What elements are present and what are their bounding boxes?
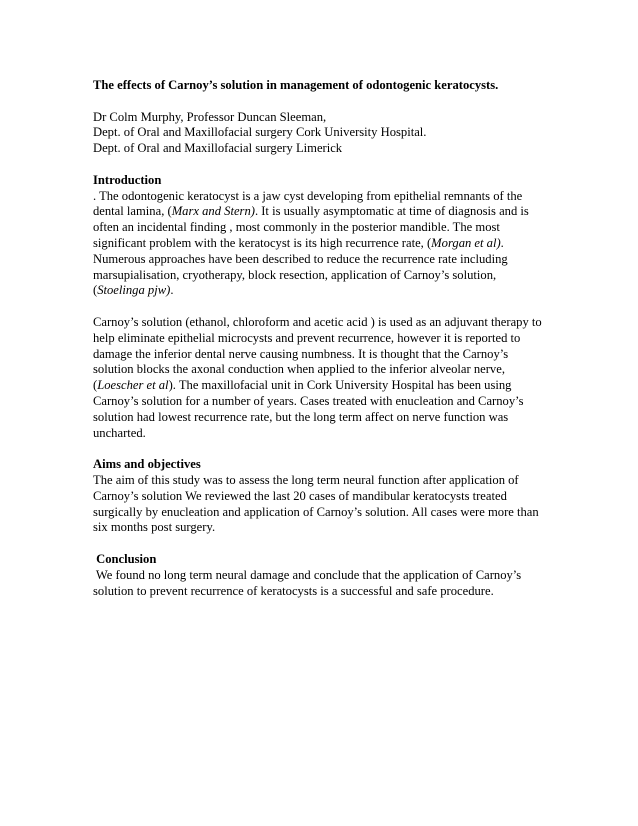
aims-line: Carnoy’s solution We reviewed the last 20 cases of mandibular keratocysts treated: [93, 488, 507, 503]
body-line: Carnoy’s solution (ethanol, chloroform and acetic acid ) is used as an adjuvant therapy to: [93, 314, 542, 329]
body-line: (Loescher et al). The maxillofacial unit in Cork University Hospital has been using: [93, 378, 512, 393]
spacer: [93, 536, 563, 552]
body-line: solution had lowest recurrence rate, but the long term affect on nerve function was: [93, 409, 509, 424]
spacer: [93, 441, 563, 457]
affiliation-limerick: Dept. of Oral and Maxillofacial surgery Limerick: [93, 141, 343, 156]
affiliation-cork: Dept. of Oral and Maxillofacial surgery Cork University Hospital.: [93, 125, 427, 140]
intro-line: dental lamina, (Marx and Stern). It is usually asymptomatic at time of diagnosis and is: [93, 204, 529, 219]
citation: Loescher et al: [97, 378, 169, 393]
conclusion-line: solution to prevent recurrence of keratocysts is a successful and safe procedure.: [93, 583, 494, 598]
intro-line: significant problem with the keratocyst is its high recurrence rate, (Morgan et al).: [93, 235, 504, 250]
conclusion-section: [93, 552, 563, 599]
intro-line: . The odontogenic keratocyst is a jaw cyst developing from epithelial remnants of the: [93, 188, 523, 203]
citation: Morgan et al): [431, 235, 501, 250]
body-line: help eliminate epithelial microcysts and prevent recurrence, however it is reported to: [93, 330, 521, 345]
body-line: solution blocks the axonal conduction when applied to the inferior alveolar nerve,: [93, 362, 505, 377]
aims-heading: Aims and objectives: [93, 457, 201, 472]
aims-line: surgically by enucleation and application of Carnoy’s solution. All cases were more than: [93, 504, 539, 519]
body-line: damage the inferior dental nerve causing numbness. It is thought that the Carnoy’s: [93, 346, 509, 361]
citation: Stoelinga pjw): [97, 283, 171, 298]
aims-section: [93, 457, 563, 536]
author-block: [93, 110, 563, 157]
body-line: Carnoy’s solution for a number of years. Cases treated with enucleation and Carnoy’s: [93, 393, 524, 408]
introduction-section: [93, 173, 563, 299]
intro-line: often an incidental finding , most commonly in the posterior mandible. The most: [93, 220, 500, 235]
body-line: uncharted.: [93, 425, 146, 440]
carnoy-paragraph: [93, 315, 563, 441]
document-page: [93, 78, 563, 599]
spacer: [93, 157, 563, 173]
paper-title: The effects of Carnoy’s solution in management of odontogenic keratocysts.: [93, 78, 499, 92]
citation: Marx and Stern): [171, 204, 255, 219]
introduction-heading: Introduction: [93, 172, 162, 187]
author-names: Dr Colm Murphy, Professor Duncan Sleeman,: [93, 109, 327, 124]
intro-line: (Stoelinga pjw).: [93, 283, 174, 298]
intro-line: marsupialisation, cryotherapy, block resection, application of Carnoy’s solution,: [93, 267, 497, 282]
spacer: [93, 94, 563, 110]
intro-line: Numerous approaches have been described to reduce the recurrence rate including: [93, 251, 508, 266]
aims-line: The aim of this study was to assess the long term neural function after application of: [93, 472, 519, 487]
aims-line: six months post surgery.: [93, 520, 216, 535]
spacer: [93, 299, 563, 315]
conclusion-heading: Conclusion: [93, 551, 157, 566]
conclusion-line: We found no long term neural damage and conclude that the application of Carnoy’s: [93, 567, 522, 582]
